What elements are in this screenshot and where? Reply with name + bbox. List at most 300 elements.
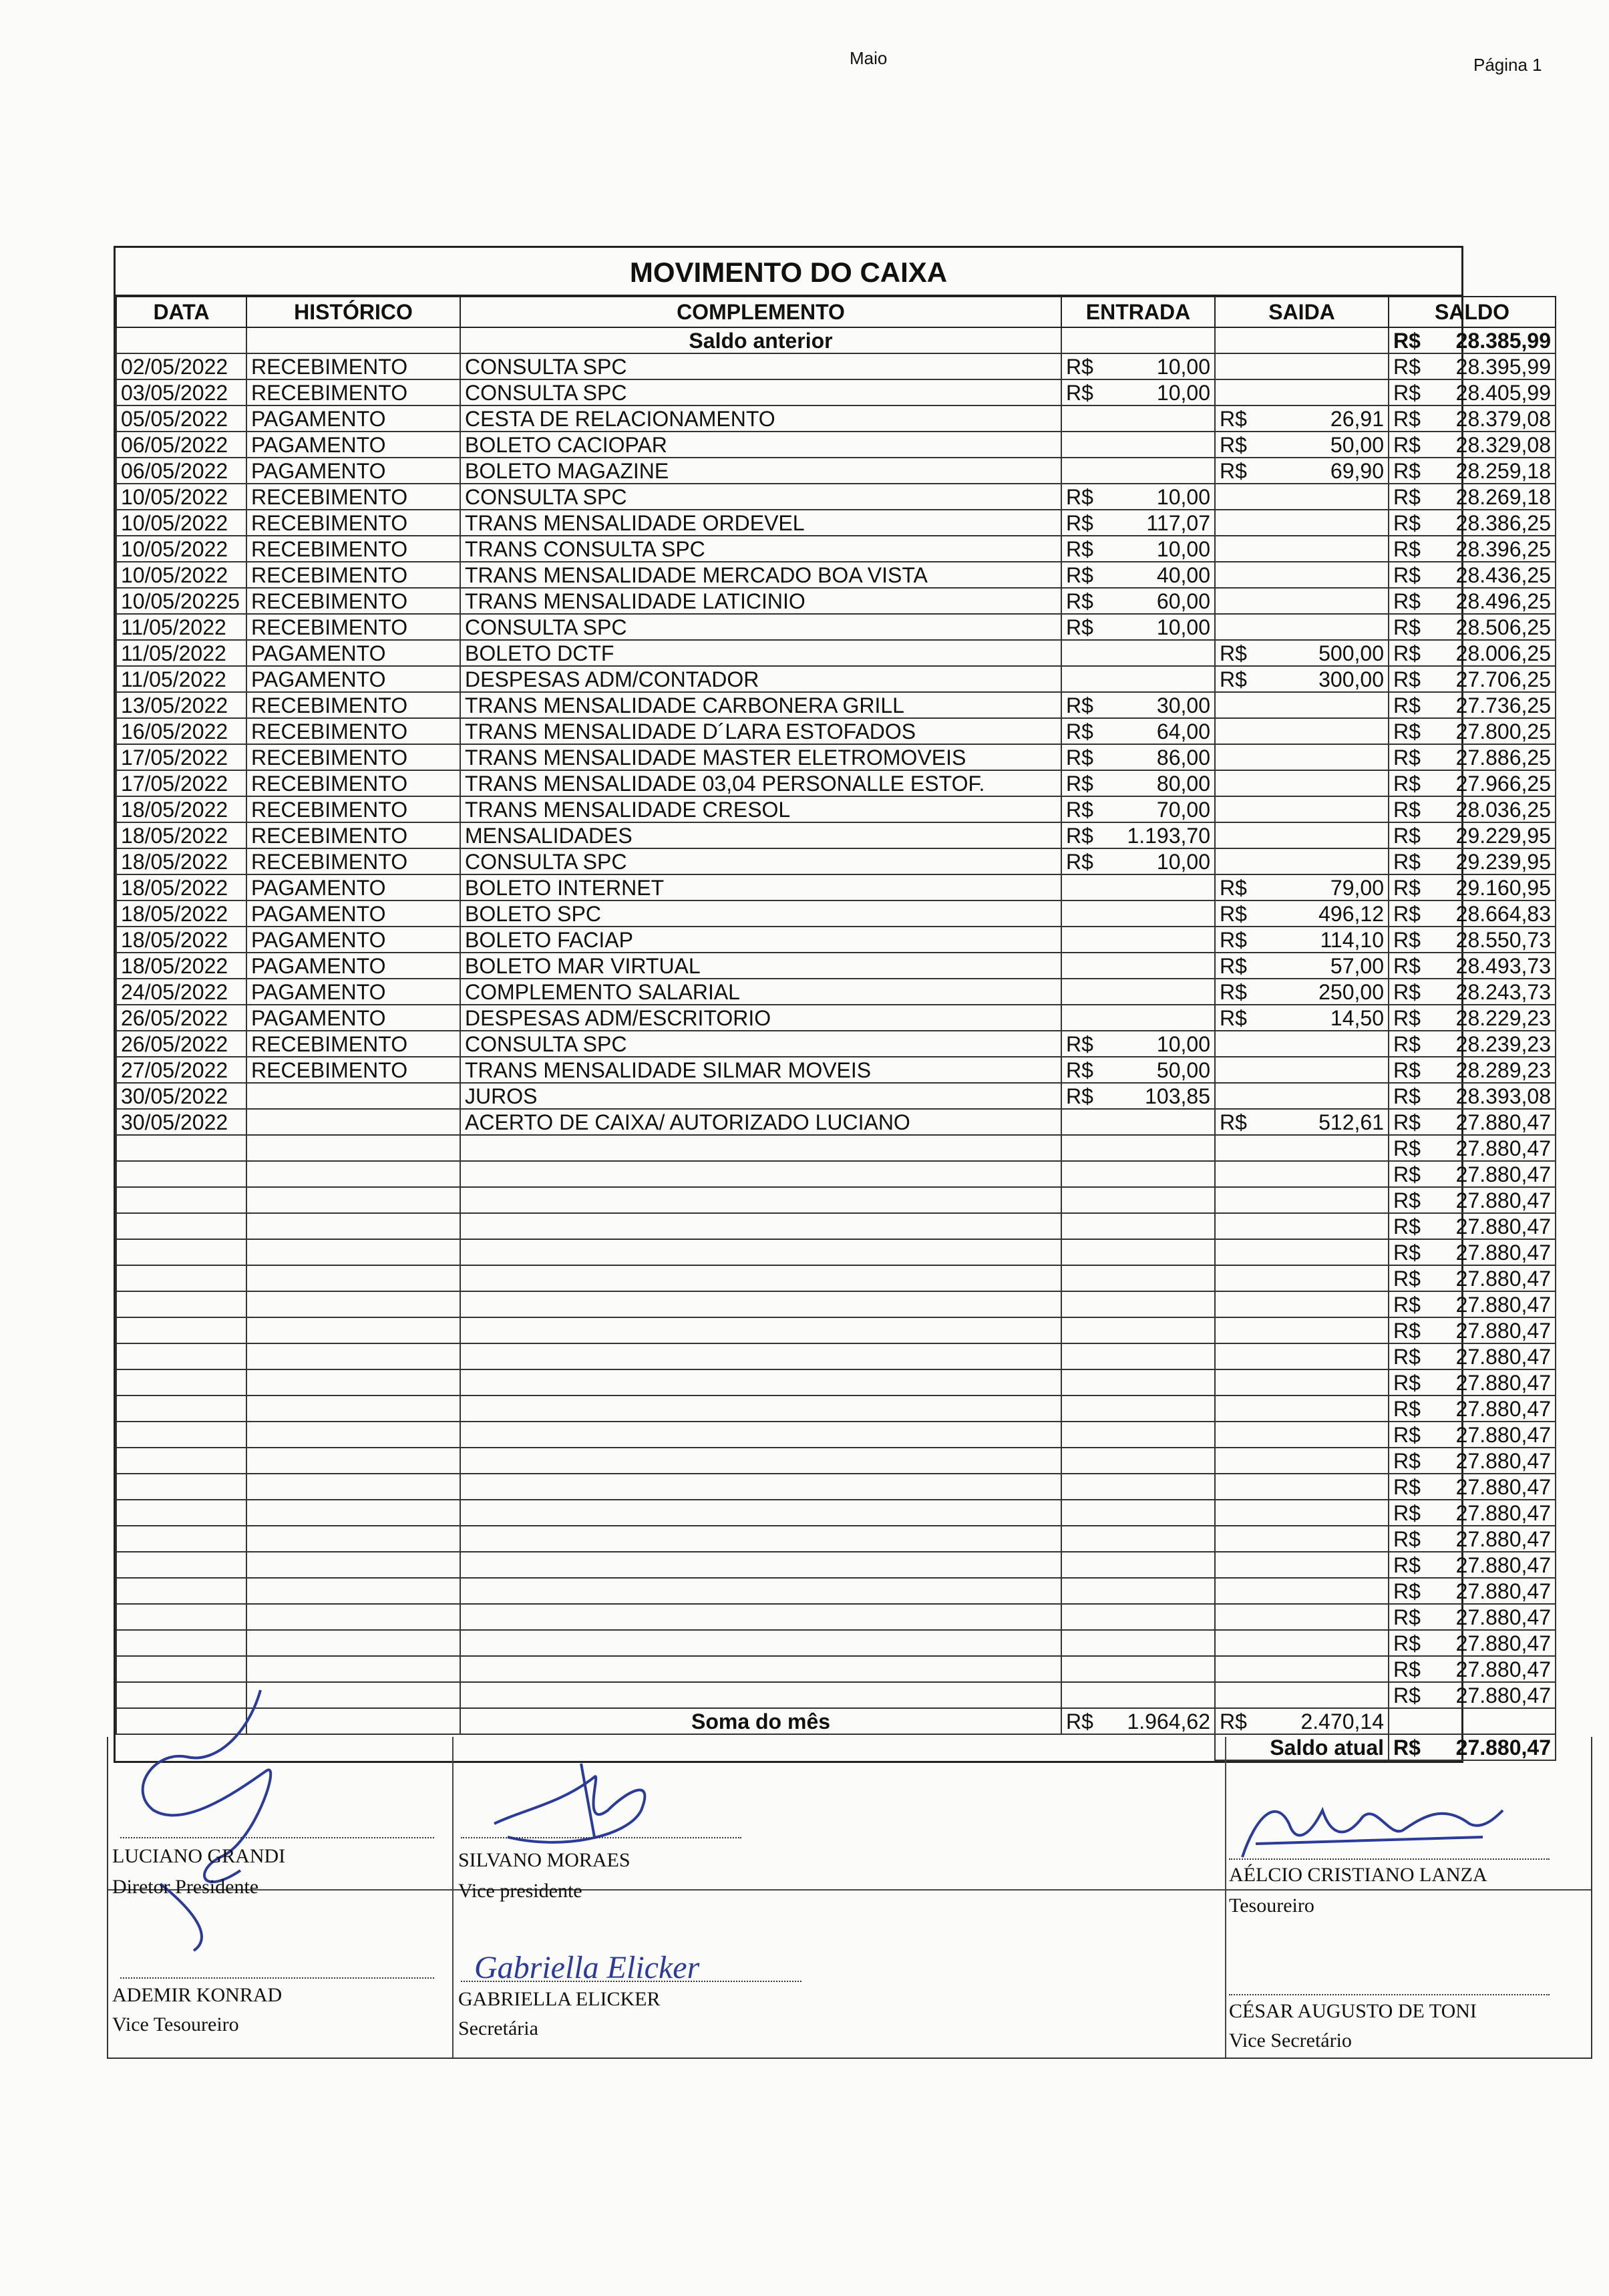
currency-symbol: R$: [1393, 510, 1421, 535]
cell-complemento: TRANS MENSALIDADE SILMAR MOVEIS: [460, 1057, 1061, 1083]
amount-value: 27.880,47: [1455, 1370, 1551, 1395]
cell-saldo: [1389, 874, 1556, 900]
cell-date: [116, 1317, 246, 1343]
cell-saldo: [1389, 770, 1556, 796]
currency-symbol: R$: [1393, 1552, 1421, 1577]
cell-saida: [1215, 900, 1389, 927]
amount-value: 27.880,47: [1455, 1631, 1551, 1655]
signatory-role: Secretária: [458, 2017, 538, 2039]
cell-saldo: [1389, 927, 1556, 953]
currency-symbol: R$: [1393, 1318, 1421, 1343]
cell-historico: [246, 1265, 460, 1291]
currency-symbol: R$: [1393, 1735, 1421, 1760]
cell-saldo: [1389, 640, 1556, 666]
cell-historico: PAGAMENTO: [246, 1005, 460, 1031]
cell-entrada: [1061, 1083, 1215, 1109]
currency-symbol: R$: [1066, 849, 1093, 874]
cell-saida: [1215, 1630, 1389, 1656]
cell-entrada: [1061, 588, 1215, 614]
table-row: [116, 1682, 1556, 1708]
table-row: [116, 770, 1556, 796]
currency-symbol: R$: [1393, 1031, 1421, 1056]
cell-historico: RECEBIMENTO: [246, 614, 460, 640]
currency-symbol: R$: [1220, 432, 1247, 457]
amount-value: 27.880,47: [1455, 1448, 1551, 1473]
cell-complemento: [460, 1422, 1061, 1448]
table-row: [116, 1343, 1556, 1369]
cell-date: 11/05/2022: [116, 640, 246, 666]
page-number: Página 1: [1473, 55, 1542, 75]
cell-entrada: [1061, 1474, 1215, 1500]
currency-symbol: R$: [1393, 484, 1421, 509]
cell-saida: [1215, 1369, 1389, 1396]
cell-entrada: [1061, 1396, 1215, 1422]
table-row: [116, 614, 1556, 640]
cell-complemento: TRANS MENSALIDADE 03,04 PERSONALLE ESTOF.: [460, 770, 1061, 796]
table-row: [116, 718, 1556, 744]
cell-date: [116, 1604, 246, 1630]
cell-entrada: [1061, 1291, 1215, 1317]
soma-saida: 2.470,14: [1300, 1709, 1384, 1734]
currency-symbol: R$: [1393, 1214, 1421, 1239]
currency-symbol: R$: [1066, 719, 1093, 744]
cell-complemento: TRANS CONSULTA SPC: [460, 536, 1061, 562]
cell-saida: [1215, 1265, 1389, 1291]
cell-saida: [1215, 1552, 1389, 1578]
amount-value: 27.880,47: [1455, 1292, 1551, 1317]
cell-saida: [1215, 979, 1389, 1005]
cell-entrada: [1061, 1213, 1215, 1239]
cell-saldo: [1389, 510, 1556, 536]
table-row: [116, 1552, 1556, 1578]
currency-symbol: R$: [1066, 510, 1093, 535]
currency-symbol: R$: [1393, 406, 1421, 431]
cell-saida: [1215, 1682, 1389, 1708]
cell-historico: [246, 1500, 460, 1526]
amount-value: 1.193,70: [1127, 823, 1210, 848]
table-row: [116, 666, 1556, 692]
amount-value: 28.379,08: [1455, 406, 1551, 431]
amount-value: 10,00: [1156, 849, 1210, 874]
currency-symbol: R$: [1220, 641, 1247, 665]
amount-value: 496,12: [1318, 901, 1384, 926]
cell-saldo: [1389, 1109, 1556, 1135]
cell-complemento: CESTA DE RELACIONAMENTO: [460, 405, 1061, 432]
currency-symbol: R$: [1393, 797, 1421, 822]
currency-symbol: R$: [1066, 745, 1093, 770]
cell-entrada: [1061, 1656, 1215, 1682]
table-row: [116, 1109, 1556, 1135]
cell-complemento: [460, 1317, 1061, 1343]
cell-saida: [1215, 562, 1389, 588]
cell-historico: PAGAMENTO: [246, 640, 460, 666]
cell-saldo: [1389, 405, 1556, 432]
amount-value: 27.880,47: [1455, 1579, 1551, 1603]
cell-entrada: [1061, 1448, 1215, 1474]
cell-complemento: BOLETO FACIAP: [460, 927, 1061, 953]
table-row: [116, 692, 1556, 718]
cell-saida: [1215, 1604, 1389, 1630]
cell-saida: [1215, 718, 1389, 744]
amount-value: 29.239,95: [1455, 849, 1551, 874]
cell-saida: [1215, 458, 1389, 484]
table-row: [116, 536, 1556, 562]
cell-saida: [1215, 1343, 1389, 1369]
amount-value: 27.880,47: [1455, 1422, 1551, 1447]
cell-date: 18/05/2022: [116, 848, 246, 874]
amount-value: 28.506,25: [1455, 615, 1551, 639]
cell-historico: PAGAMENTO: [246, 979, 460, 1005]
currency-symbol: R$: [1393, 1500, 1421, 1525]
cell-saida: [1215, 744, 1389, 770]
cell-saldo: [1389, 1369, 1556, 1396]
col-header-saldo: SALDO: [1389, 297, 1556, 327]
cell-complemento: TRANS MENSALIDADE CRESOL: [460, 796, 1061, 822]
table-row: [116, 379, 1556, 405]
cell-entrada: [1061, 1135, 1215, 1161]
amount-value: 10,00: [1156, 354, 1210, 379]
table-row: [116, 1161, 1556, 1187]
cell-complemento: TRANS MENSALIDADE MASTER ELETROMOVEIS: [460, 744, 1061, 770]
cell-saida: [1215, 927, 1389, 953]
cell-saldo: [1389, 1317, 1556, 1343]
cell-saida: [1215, 770, 1389, 796]
table-row: [116, 1630, 1556, 1656]
amount-value: 28.289,23: [1455, 1057, 1551, 1082]
amount-value: 27.880,47: [1455, 1344, 1551, 1369]
table-row: [116, 1317, 1556, 1343]
amount-value: 26,91: [1330, 406, 1384, 431]
cell-date: 30/05/2022: [116, 1083, 246, 1109]
amount-value: 27.880,47: [1455, 1605, 1551, 1629]
table-row: [116, 927, 1556, 953]
cell-entrada: [1061, 1057, 1215, 1083]
cell-complemento: [460, 1448, 1061, 1474]
cell-saida: [1215, 1213, 1389, 1239]
cell-saldo: [1389, 953, 1556, 979]
cell-saida: [1215, 1057, 1389, 1083]
currency-symbol: R$: [1393, 615, 1421, 639]
cell-saida: [1215, 796, 1389, 822]
table-row: [116, 979, 1556, 1005]
cell-complemento: MENSALIDADES: [460, 822, 1061, 848]
cell-date: 02/05/2022: [116, 353, 246, 379]
currency-symbol: R$: [1393, 693, 1421, 717]
amount-value: 27.706,25: [1455, 667, 1551, 691]
cell-entrada: [1061, 458, 1215, 484]
amount-value: 27.880,47: [1455, 1188, 1551, 1212]
currency-symbol: R$: [1393, 823, 1421, 848]
currency-symbol: R$: [1066, 693, 1093, 717]
amount-value: 28.493,73: [1455, 953, 1551, 978]
cell-historico: RECEBIMENTO: [246, 822, 460, 848]
cell-date: [116, 1396, 246, 1422]
cell-date: [116, 1213, 246, 1239]
cell-saldo: [1389, 1265, 1556, 1291]
currency-symbol: R$: [1066, 1057, 1093, 1082]
cell-historico: RECEBIMENTO: [246, 770, 460, 796]
cell-complemento: ACERTO DE CAIXA/ AUTORIZADO LUCIANO: [460, 1109, 1061, 1135]
cell-saldo: [1389, 1656, 1556, 1682]
amount-value: 28.243,73: [1455, 979, 1551, 1004]
currency-symbol: R$: [1393, 1084, 1421, 1108]
currency-symbol: R$: [1393, 1292, 1421, 1317]
cell-complemento: [460, 1187, 1061, 1213]
table-row: [116, 1369, 1556, 1396]
table-row: [116, 1422, 1556, 1448]
cell-saldo: [1389, 1083, 1556, 1109]
table-row: [116, 1187, 1556, 1213]
cell-historico: [246, 1474, 460, 1500]
cell-historico: [246, 1448, 460, 1474]
signatory-name: CÉSAR AUGUSTO DE TONI: [1229, 2000, 1477, 2022]
cell-historico: [246, 1422, 460, 1448]
cell-entrada: [1061, 1526, 1215, 1552]
cell-saldo: [1389, 1057, 1556, 1083]
cell-date: 11/05/2022: [116, 614, 246, 640]
amount-value: 69,90: [1330, 458, 1384, 483]
currency-symbol: R$: [1393, 589, 1421, 613]
currency-symbol: R$: [1220, 927, 1247, 952]
currency-symbol: R$: [1393, 667, 1421, 691]
amount-value: 27.880,47: [1455, 1526, 1551, 1551]
signatory-role: Vice Tesoureiro: [112, 2013, 239, 2035]
cell-saldo: [1389, 1682, 1556, 1708]
cell-saida: [1215, 1317, 1389, 1343]
currency-symbol: R$: [1066, 823, 1093, 848]
cell-date: 10/05/2022: [116, 562, 246, 588]
cell-complemento: BOLETO CACIOPAR: [460, 432, 1061, 458]
amount-value: 29.229,95: [1455, 823, 1551, 848]
cell-saldo: [1389, 1161, 1556, 1187]
table-row: [116, 953, 1556, 979]
cell-saida: [1215, 1526, 1389, 1552]
cell-complemento: TRANS MENSALIDADE LATICINIO: [460, 588, 1061, 614]
currency-symbol: R$: [1220, 875, 1247, 900]
cell-entrada: [1061, 874, 1215, 900]
cell-complemento: [460, 1604, 1061, 1630]
cell-date: 18/05/2022: [116, 927, 246, 953]
currency-symbol: R$: [1220, 901, 1247, 926]
cell-date: 30/05/2022: [116, 1109, 246, 1135]
table-row: [116, 1396, 1556, 1422]
amount-value: 28.036,25: [1455, 797, 1551, 822]
amount-value: 28.550,73: [1455, 927, 1551, 952]
cell-saldo: [1389, 1630, 1556, 1656]
cell-saida: [1215, 1161, 1389, 1187]
cell-date: [116, 1369, 246, 1396]
cell-saldo: [1389, 484, 1556, 510]
cell-complemento: CONSULTA SPC: [460, 614, 1061, 640]
soma-label: Soma do mês: [460, 1708, 1061, 1734]
cell-entrada: [1061, 405, 1215, 432]
cell-saida: [1215, 510, 1389, 536]
cell-historico: PAGAMENTO: [246, 666, 460, 692]
cell-date: [116, 1239, 246, 1265]
cell-historico: PAGAMENTO: [246, 927, 460, 953]
amount-value: 27.736,25: [1455, 693, 1551, 717]
amount-value: 27.886,25: [1455, 745, 1551, 770]
cell-saida: [1215, 1422, 1389, 1448]
cell-saida: [1215, 1187, 1389, 1213]
currency-symbol: R$: [1393, 1422, 1421, 1447]
cell-saida: [1215, 1448, 1389, 1474]
cell-historico: [246, 1239, 460, 1265]
cell-date: 26/05/2022: [116, 1031, 246, 1057]
amount-value: 50,00: [1156, 1057, 1210, 1082]
cell-date: [116, 1265, 246, 1291]
cell-complemento: [460, 1396, 1061, 1422]
currency-symbol: R$: [1066, 615, 1093, 639]
cell-entrada: [1061, 432, 1215, 458]
cell-historico: RECEBIMENTO: [246, 848, 460, 874]
cell-saldo: [1389, 692, 1556, 718]
cell-historico: [246, 1109, 460, 1135]
cell-historico: RECEBIMENTO: [246, 588, 460, 614]
cell-complemento: [460, 1552, 1061, 1578]
currency-symbol: R$: [1220, 1005, 1247, 1030]
cell-saldo: [1389, 900, 1556, 927]
currency-symbol: R$: [1220, 979, 1247, 1004]
ledger-title: MOVIMENTO DO CAIXA: [116, 248, 1461, 296]
cell-saldo: [1389, 1031, 1556, 1057]
cell-saldo: [1389, 379, 1556, 405]
table-row: [116, 458, 1556, 484]
cell-entrada: [1061, 1265, 1215, 1291]
amount-value: 27.880,47: [1455, 1552, 1551, 1577]
currency-symbol: R$: [1393, 458, 1421, 483]
month-header: Maio: [850, 48, 888, 68]
currency-symbol: R$: [1220, 1110, 1247, 1134]
amount-value: 27.966,25: [1455, 771, 1551, 796]
amount-value: 64,00: [1156, 719, 1210, 744]
signatory-role: Tesoureiro: [1229, 1895, 1314, 1917]
cell-saldo: [1389, 432, 1556, 458]
currency-symbol: R$: [1393, 1448, 1421, 1473]
cell-saldo: [1389, 1422, 1556, 1448]
table-row: [116, 1656, 1556, 1682]
amount-value: 28.386,25: [1455, 510, 1551, 535]
currency-symbol: R$: [1066, 1084, 1093, 1108]
currency-symbol: R$: [1066, 1709, 1093, 1734]
amount-value: 27.880,47: [1455, 1214, 1551, 1239]
cell-date: 10/05/20225: [116, 588, 246, 614]
cell-entrada: [1061, 353, 1215, 379]
currency-symbol: R$: [1066, 797, 1093, 822]
cell-entrada: [1061, 484, 1215, 510]
cell-saldo: [1389, 1500, 1556, 1526]
cell-date: [116, 1552, 246, 1578]
currency-symbol: R$: [1393, 536, 1421, 561]
table-row: [116, 432, 1556, 458]
cell-saldo: [1389, 536, 1556, 562]
table-row: [116, 744, 1556, 770]
cell-entrada: [1061, 718, 1215, 744]
cell-saida: [1215, 1135, 1389, 1161]
amount-value: 28.239,23: [1455, 1031, 1551, 1056]
amount-value: 40,00: [1156, 562, 1210, 587]
cell-saldo: [1389, 666, 1556, 692]
cell-entrada: [1061, 666, 1215, 692]
signatory-name: GABRIELLA ELICKER: [458, 1988, 661, 2010]
cell-saldo: [1389, 588, 1556, 614]
cell-entrada: [1061, 927, 1215, 953]
cell-historico: [246, 1161, 460, 1187]
currency-symbol: R$: [1220, 667, 1247, 691]
currency-symbol: R$: [1393, 1136, 1421, 1160]
currency-symbol: R$: [1393, 745, 1421, 770]
cell-complemento: [460, 1682, 1061, 1708]
cell-date: [116, 1656, 246, 1682]
table-row: [116, 848, 1556, 874]
cell-date: 17/05/2022: [116, 744, 246, 770]
currency-symbol: R$: [1393, 328, 1421, 353]
amount-value: 28.229,23: [1455, 1005, 1551, 1030]
table-row: [116, 1578, 1556, 1604]
cell-saida: [1215, 588, 1389, 614]
cell-date: [116, 1187, 246, 1213]
amount-value: 86,00: [1156, 745, 1210, 770]
cell-complemento: [460, 1474, 1061, 1500]
amount-value: 50,00: [1330, 432, 1384, 457]
cell-historico: [246, 1604, 460, 1630]
cell-entrada: [1061, 1500, 1215, 1526]
cell-saldo: [1389, 458, 1556, 484]
amount-value: 60,00: [1156, 589, 1210, 613]
cell-saida: [1215, 1578, 1389, 1604]
cell-historico: RECEBIMENTO: [246, 510, 460, 536]
table-row: [116, 1005, 1556, 1031]
currency-symbol: R$: [1393, 875, 1421, 900]
cell-historico: [246, 1578, 460, 1604]
table-row: [116, 1213, 1556, 1239]
table-row: [116, 562, 1556, 588]
cell-entrada: [1061, 953, 1215, 979]
cell-saldo: [1389, 822, 1556, 848]
cell-saldo: [1389, 562, 1556, 588]
currency-symbol: R$: [1393, 1631, 1421, 1655]
amount-value: 27.800,25: [1455, 719, 1551, 744]
cell-complemento: COMPLEMENTO SALARIAL: [460, 979, 1061, 1005]
cell-complemento: BOLETO DCTF: [460, 640, 1061, 666]
cell-date: 18/05/2022: [116, 874, 246, 900]
cell-entrada: [1061, 562, 1215, 588]
soma-entrada: 1.964,62: [1127, 1709, 1210, 1734]
table-row: [116, 484, 1556, 510]
saldo-atual-value: 27.880,47: [1455, 1735, 1551, 1760]
cell-saldo: [1389, 1604, 1556, 1630]
currency-symbol: R$: [1393, 979, 1421, 1004]
table-row: [116, 874, 1556, 900]
cell-saida: [1215, 484, 1389, 510]
col-header-saida: SAIDA: [1215, 297, 1389, 327]
cell-saldo: [1389, 1135, 1556, 1161]
amount-value: 27.880,47: [1455, 1240, 1551, 1265]
cell-historico: RECEBIMENTO: [246, 379, 460, 405]
cell-saida: [1215, 1396, 1389, 1422]
cell-complemento: [460, 1265, 1061, 1291]
currency-symbol: R$: [1220, 406, 1247, 431]
currency-symbol: R$: [1066, 484, 1093, 509]
signatory-name: AÉLCIO CRISTIANO LANZA: [1229, 1864, 1487, 1886]
currency-symbol: R$: [1066, 354, 1093, 379]
cell-date: 16/05/2022: [116, 718, 246, 744]
cell-date: [116, 1630, 246, 1656]
cell-date: 18/05/2022: [116, 796, 246, 822]
cell-historico: [246, 1552, 460, 1578]
currency-symbol: R$: [1066, 380, 1093, 405]
signature-luciano: [114, 1683, 314, 1964]
